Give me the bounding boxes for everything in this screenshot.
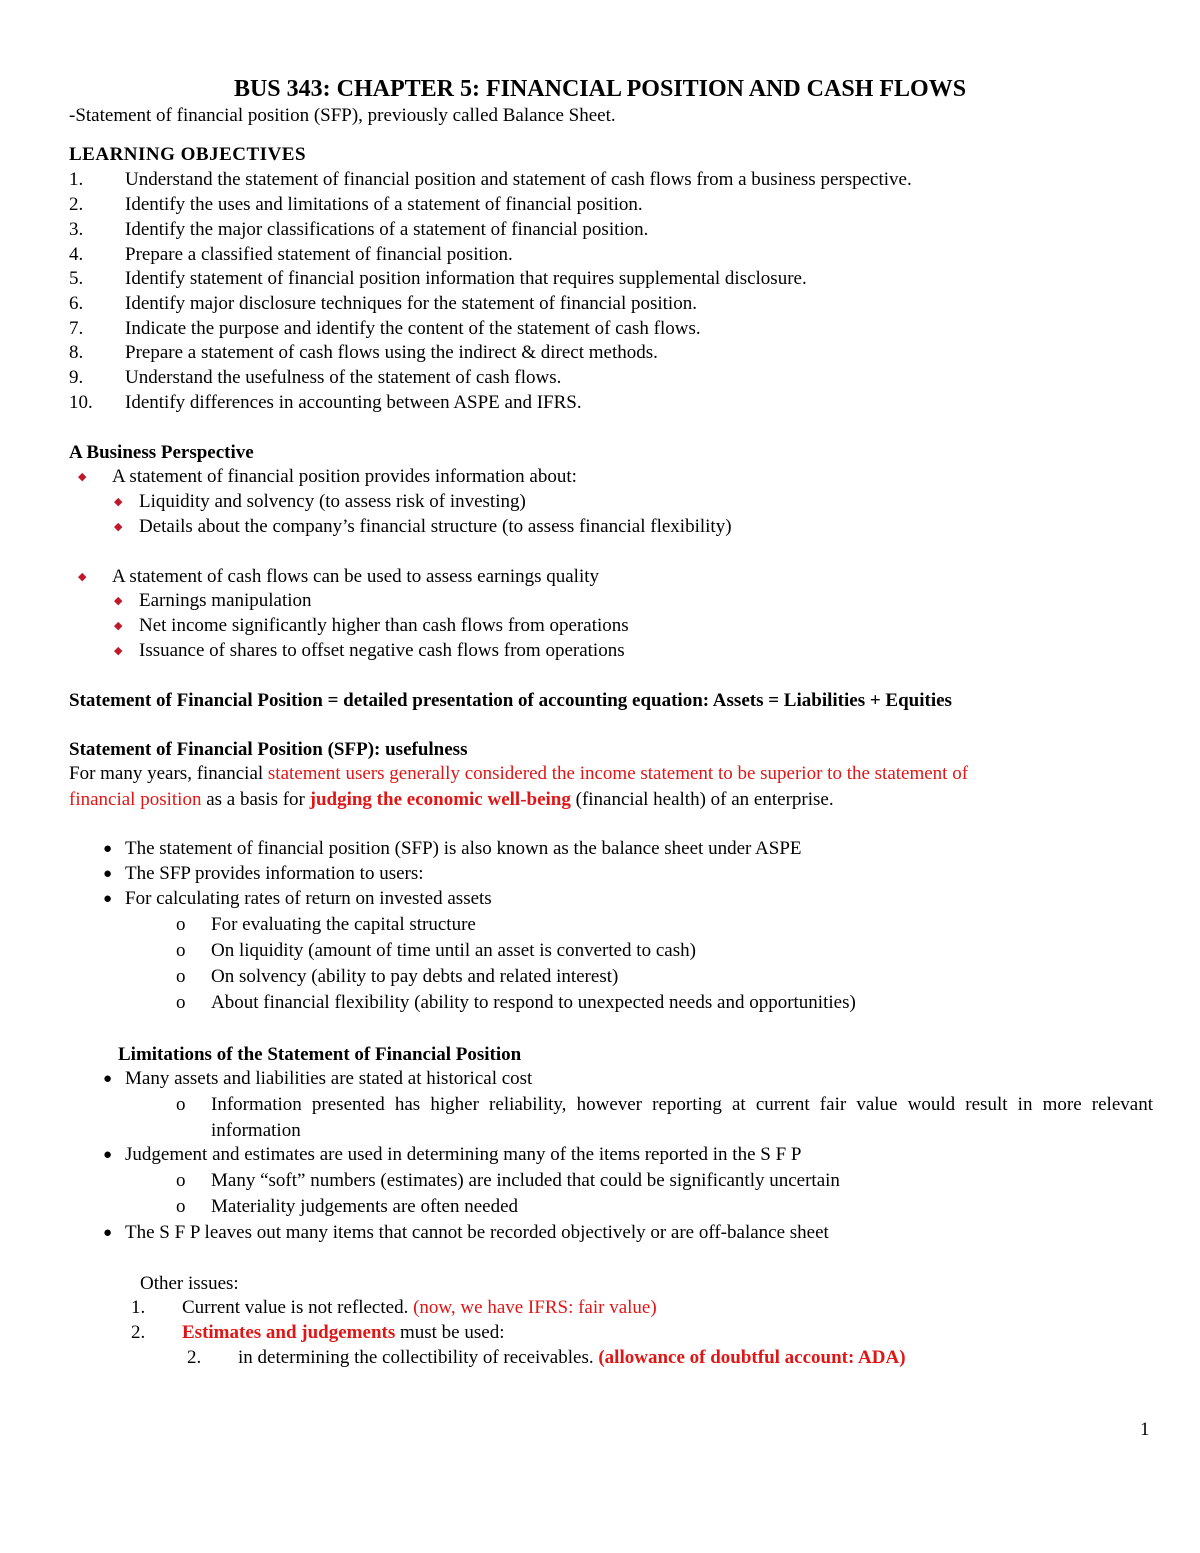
issue-plain-text: in determining the collectibility of receivables.: [238, 1347, 599, 1368]
usefulness-paragraph-line-2: [69, 788, 834, 812]
page-title: BUS 343: CHAPTER 5: FINANCIAL POSITION AND CASH FLOWS: [233, 76, 967, 102]
bullet-text: Issuance of shares to offset negative cash flows from operations: [139, 640, 625, 661]
issue-text: [182, 1321, 504, 1345]
objective-number: 10.: [69, 392, 93, 413]
bullet-text: Details about the company’s financial structure (to assess financial flexibility): [139, 516, 732, 537]
objective-number: 7.: [69, 318, 84, 339]
highlighted-text: (now, we have IFRS: fair value): [413, 1297, 657, 1318]
emphasized-text: judging the economic well-being: [309, 789, 571, 810]
objective-number: 6.: [69, 293, 84, 314]
sub-bullet-marker: o: [176, 966, 186, 987]
issue-text: [182, 1296, 657, 1320]
sub-bullet-text: On solvency (ability to pay debts and related interest): [211, 966, 619, 987]
business-perspective-heading: A Business Perspective: [69, 442, 254, 463]
issue-plain-text: must be used:: [395, 1322, 505, 1343]
red-bullet-icon: ◆: [78, 471, 87, 483]
sub-bullet-marker: o: [176, 1170, 186, 1191]
objective-text: Indicate the purpose and identify the content of the statement of cash flows.: [125, 318, 701, 339]
bullet-text: Judgement and estimates are used in determining many of the items reported in the S F P: [125, 1144, 802, 1165]
bullet-text: The SFP provides information to users:: [125, 863, 424, 884]
emphasized-text: (allowance of doubtful account: ADA): [598, 1347, 906, 1368]
bullet-dot-icon: ●: [103, 841, 113, 857]
issue-number: 2.: [131, 1322, 146, 1343]
bullet-text: Earnings manipulation: [139, 590, 312, 611]
sub-bullet-text: For evaluating the capital structure: [211, 914, 476, 935]
red-bullet-icon: ◆: [78, 571, 87, 583]
red-bullet-icon: ◆: [114, 595, 123, 607]
limitations-heading: Limitations of the Statement of Financial Position: [118, 1044, 522, 1065]
objective-number: 3.: [69, 219, 84, 240]
sub-bullet-marker: o: [176, 1094, 186, 1115]
issue-text: [238, 1346, 906, 1370]
objective-text: Prepare a classified statement of financial position.: [125, 244, 513, 265]
bullet-text: Liquidity and solvency (to assess risk of investing): [139, 491, 526, 512]
objective-text: Identify major disclosure techniques for the statement of financial position.: [125, 293, 697, 314]
objective-text: Understand the statement of financial position and statement of cash flows from a business perspective.: [125, 169, 912, 190]
objective-text: Understand the usefulness of the statement of cash flows.: [125, 367, 562, 388]
red-bullet-icon: ◆: [114, 645, 123, 657]
objective-text: Identify the major classifications of a statement of financial position.: [125, 219, 649, 240]
bullet-text: A statement of cash flows can be used to assess earnings quality: [112, 566, 600, 587]
issue-number: 2.: [187, 1347, 202, 1368]
accounting-equation: Statement of Financial Position = detailed presentation of accounting equation: Assets = Liabilities + Equities: [69, 690, 952, 711]
bullet-text: The statement of financial position (SFP) is also known as the balance sheet under ASPE: [125, 838, 802, 859]
sub-bullet-marker: o: [176, 940, 186, 961]
bullet-text: Net income significantly higher than cash flows from operations: [139, 615, 629, 636]
objective-text: Identify the uses and limitations of a statement of financial position.: [125, 194, 643, 215]
bullet-text: A statement of financial position provides information about:: [112, 466, 577, 487]
bullet-dot-icon: ●: [103, 1071, 113, 1087]
issue-number: 1.: [131, 1297, 146, 1318]
red-bullet-icon: ◆: [114, 620, 123, 632]
paragraph-text: (financial health) of an enterprise.: [570, 789, 834, 810]
objective-text: Identify statement of financial position information that requires supplemental disclosure.: [125, 268, 807, 289]
paragraph-text: as a basis for: [201, 789, 310, 810]
bullet-text: Many assets and liabilities are stated at historical cost: [125, 1068, 533, 1089]
highlighted-text: financial position: [69, 789, 202, 810]
objective-number: 9.: [69, 367, 84, 388]
bullet-dot-icon: ●: [103, 1225, 113, 1241]
sub-bullet-text: Materiality judgements are often needed: [211, 1196, 519, 1217]
emphasized-text: Estimates and judgements: [182, 1322, 396, 1343]
bullet-dot-icon: ●: [103, 1147, 113, 1163]
bullet-text: For calculating rates of return on invested assets: [125, 888, 492, 909]
sub-bullet-text: Many “soft” numbers (estimates) are included that could be significantly uncertain: [211, 1170, 840, 1191]
objective-number: 2.: [69, 194, 84, 215]
objective-number: 5.: [69, 268, 84, 289]
sub-bullet-text: About financial flexibility (ability to respond to unexpected needs and opportunities): [211, 992, 856, 1013]
other-issues-heading: Other issues:: [140, 1273, 239, 1294]
objective-number: 8.: [69, 342, 84, 363]
page-subtitle: -Statement of financial position (SFP), previously called Balance Sheet.: [69, 105, 616, 126]
sub-bullet-text: Information presented has higher reliability, however reporting at current fair value would result in more relevant information: [211, 1094, 1153, 1141]
sub-bullet-marker: o: [176, 992, 186, 1013]
sub-bullet-marker: o: [176, 1196, 186, 1217]
red-bullet-icon: ◆: [114, 496, 123, 508]
paragraph-text: For many years, financial: [69, 763, 268, 784]
bullet-dot-icon: ●: [103, 866, 113, 882]
sub-bullet-marker: o: [176, 914, 186, 935]
red-bullet-icon: ◆: [114, 521, 123, 533]
bullet-dot-icon: ●: [103, 891, 113, 907]
objective-text: Prepare a statement of cash flows using the indirect & direct methods.: [125, 342, 658, 363]
objective-number: 4.: [69, 244, 84, 265]
objective-text: Identify differences in accounting between ASPE and IFRS.: [125, 392, 582, 413]
sub-bullet-text: On liquidity (amount of time until an asset is converted to cash): [211, 940, 696, 961]
learning-objectives-heading: LEARNING OBJECTIVES: [69, 144, 307, 165]
issue-plain-text: Current value is not reflected.: [182, 1297, 414, 1318]
page-number: 1: [1140, 1419, 1150, 1440]
highlighted-text: statement users generally considered the income statement to be superior to the statement of: [267, 763, 969, 784]
objective-number: 1.: [69, 169, 84, 190]
sfp-usefulness-heading: Statement of Financial Position (SFP): usefulness: [69, 739, 468, 760]
bullet-text: The S F P leaves out many items that cannot be recorded objectively or are off-balance sheet: [125, 1222, 829, 1243]
usefulness-paragraph-line-1: [69, 762, 968, 786]
